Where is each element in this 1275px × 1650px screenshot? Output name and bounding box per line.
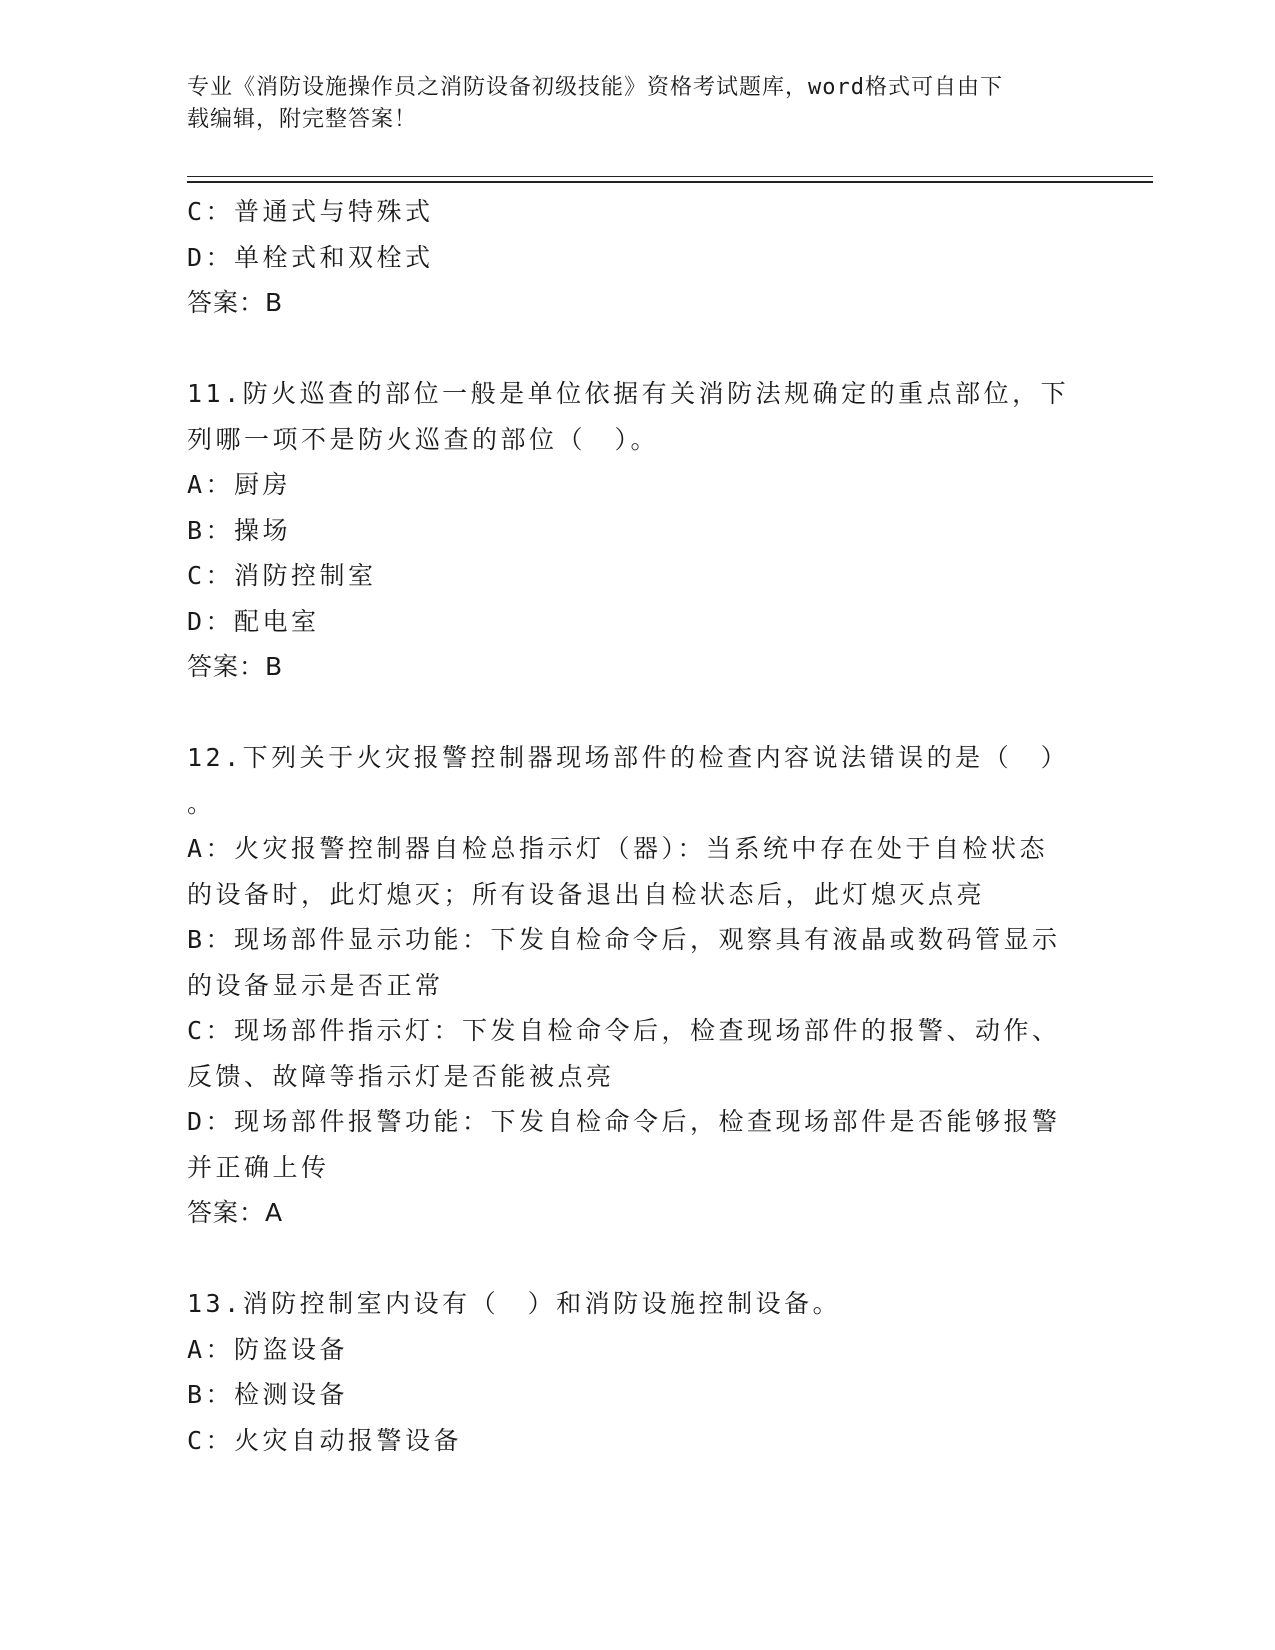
header-line-2: 载编辑，附完整答案！ [187, 107, 418, 132]
option-c-cont: 反馈、故障等指示灯是否能被点亮 [187, 1061, 615, 1091]
option-d-cont: 并正确上传 [187, 1152, 330, 1182]
option-a: A：厨房 [187, 470, 292, 499]
option-b: B：操场 [187, 515, 292, 545]
answer-line: 答案：B [187, 288, 284, 317]
option-d: D：单栓式和双栓式 [187, 242, 434, 272]
option-b: B：现场部件显示功能：下发自检命令后，观察具有液晶或数码管显示 [187, 925, 1061, 954]
option-b-cont: 的设备显示是否正常 [187, 970, 444, 1000]
question-stem: 11.防火巡查的部位一般是单位依据有关消防法规确定的重点部位，下 [187, 379, 1070, 408]
question-stem-cont: 。 [187, 788, 216, 818]
question-stem: 13.消防控制室内设有（ ）和消防设施控制设备。 [187, 1289, 842, 1318]
spacer [187, 1236, 1067, 1282]
question-stem-cont: 列哪一项不是防火巡查的部位（ ）。 [187, 424, 660, 454]
option-b: B：检测设备 [187, 1380, 349, 1409]
question-stem: 12.下列关于火灾报警控制器现场部件的检查内容说法错误的是（ ） [187, 743, 1070, 772]
option-c: C：普通式与特殊式 [187, 197, 434, 226]
spacer [187, 326, 1067, 372]
option-c: C：火灾自动报警设备 [187, 1425, 463, 1455]
question-list [187, 189, 1070, 1463]
answer-line: 答案：A [187, 1198, 284, 1227]
question-10-tail [187, 189, 1067, 326]
question-13 [187, 1281, 1067, 1463]
spacer [187, 690, 1067, 736]
option-d: D：现场部件报警功能：下发自检命令后，检查现场部件是否能够报警 [187, 1107, 1061, 1136]
option-c: C：现场部件指示灯：下发自检命令后，检查现场部件的报警、动作、 [187, 1016, 1061, 1045]
question-11 [187, 371, 1070, 690]
header-line-1: 专业《消防设施操作员之消防设备初级技能》资格考试题库，word格式可自由下 [187, 75, 1003, 100]
option-d: D：配电室 [187, 606, 320, 636]
option-a: A：火灾报警控制器自检总指示灯（器）：当系统中存在处于自检状态 [187, 834, 1049, 863]
answer-line: 答案：B [187, 652, 284, 681]
option-a-cont: 的设备时，此灯熄灭；所有设备退出自检状态后，此灯熄灭点亮 [187, 879, 986, 909]
option-a: A：防盗设备 [187, 1334, 349, 1364]
header-rule-thin [187, 176, 1153, 177]
page-header [187, 72, 1087, 136]
question-12 [187, 735, 1070, 1236]
option-c: C：消防控制室 [187, 561, 377, 590]
header-rule-thick [187, 181, 1153, 183]
